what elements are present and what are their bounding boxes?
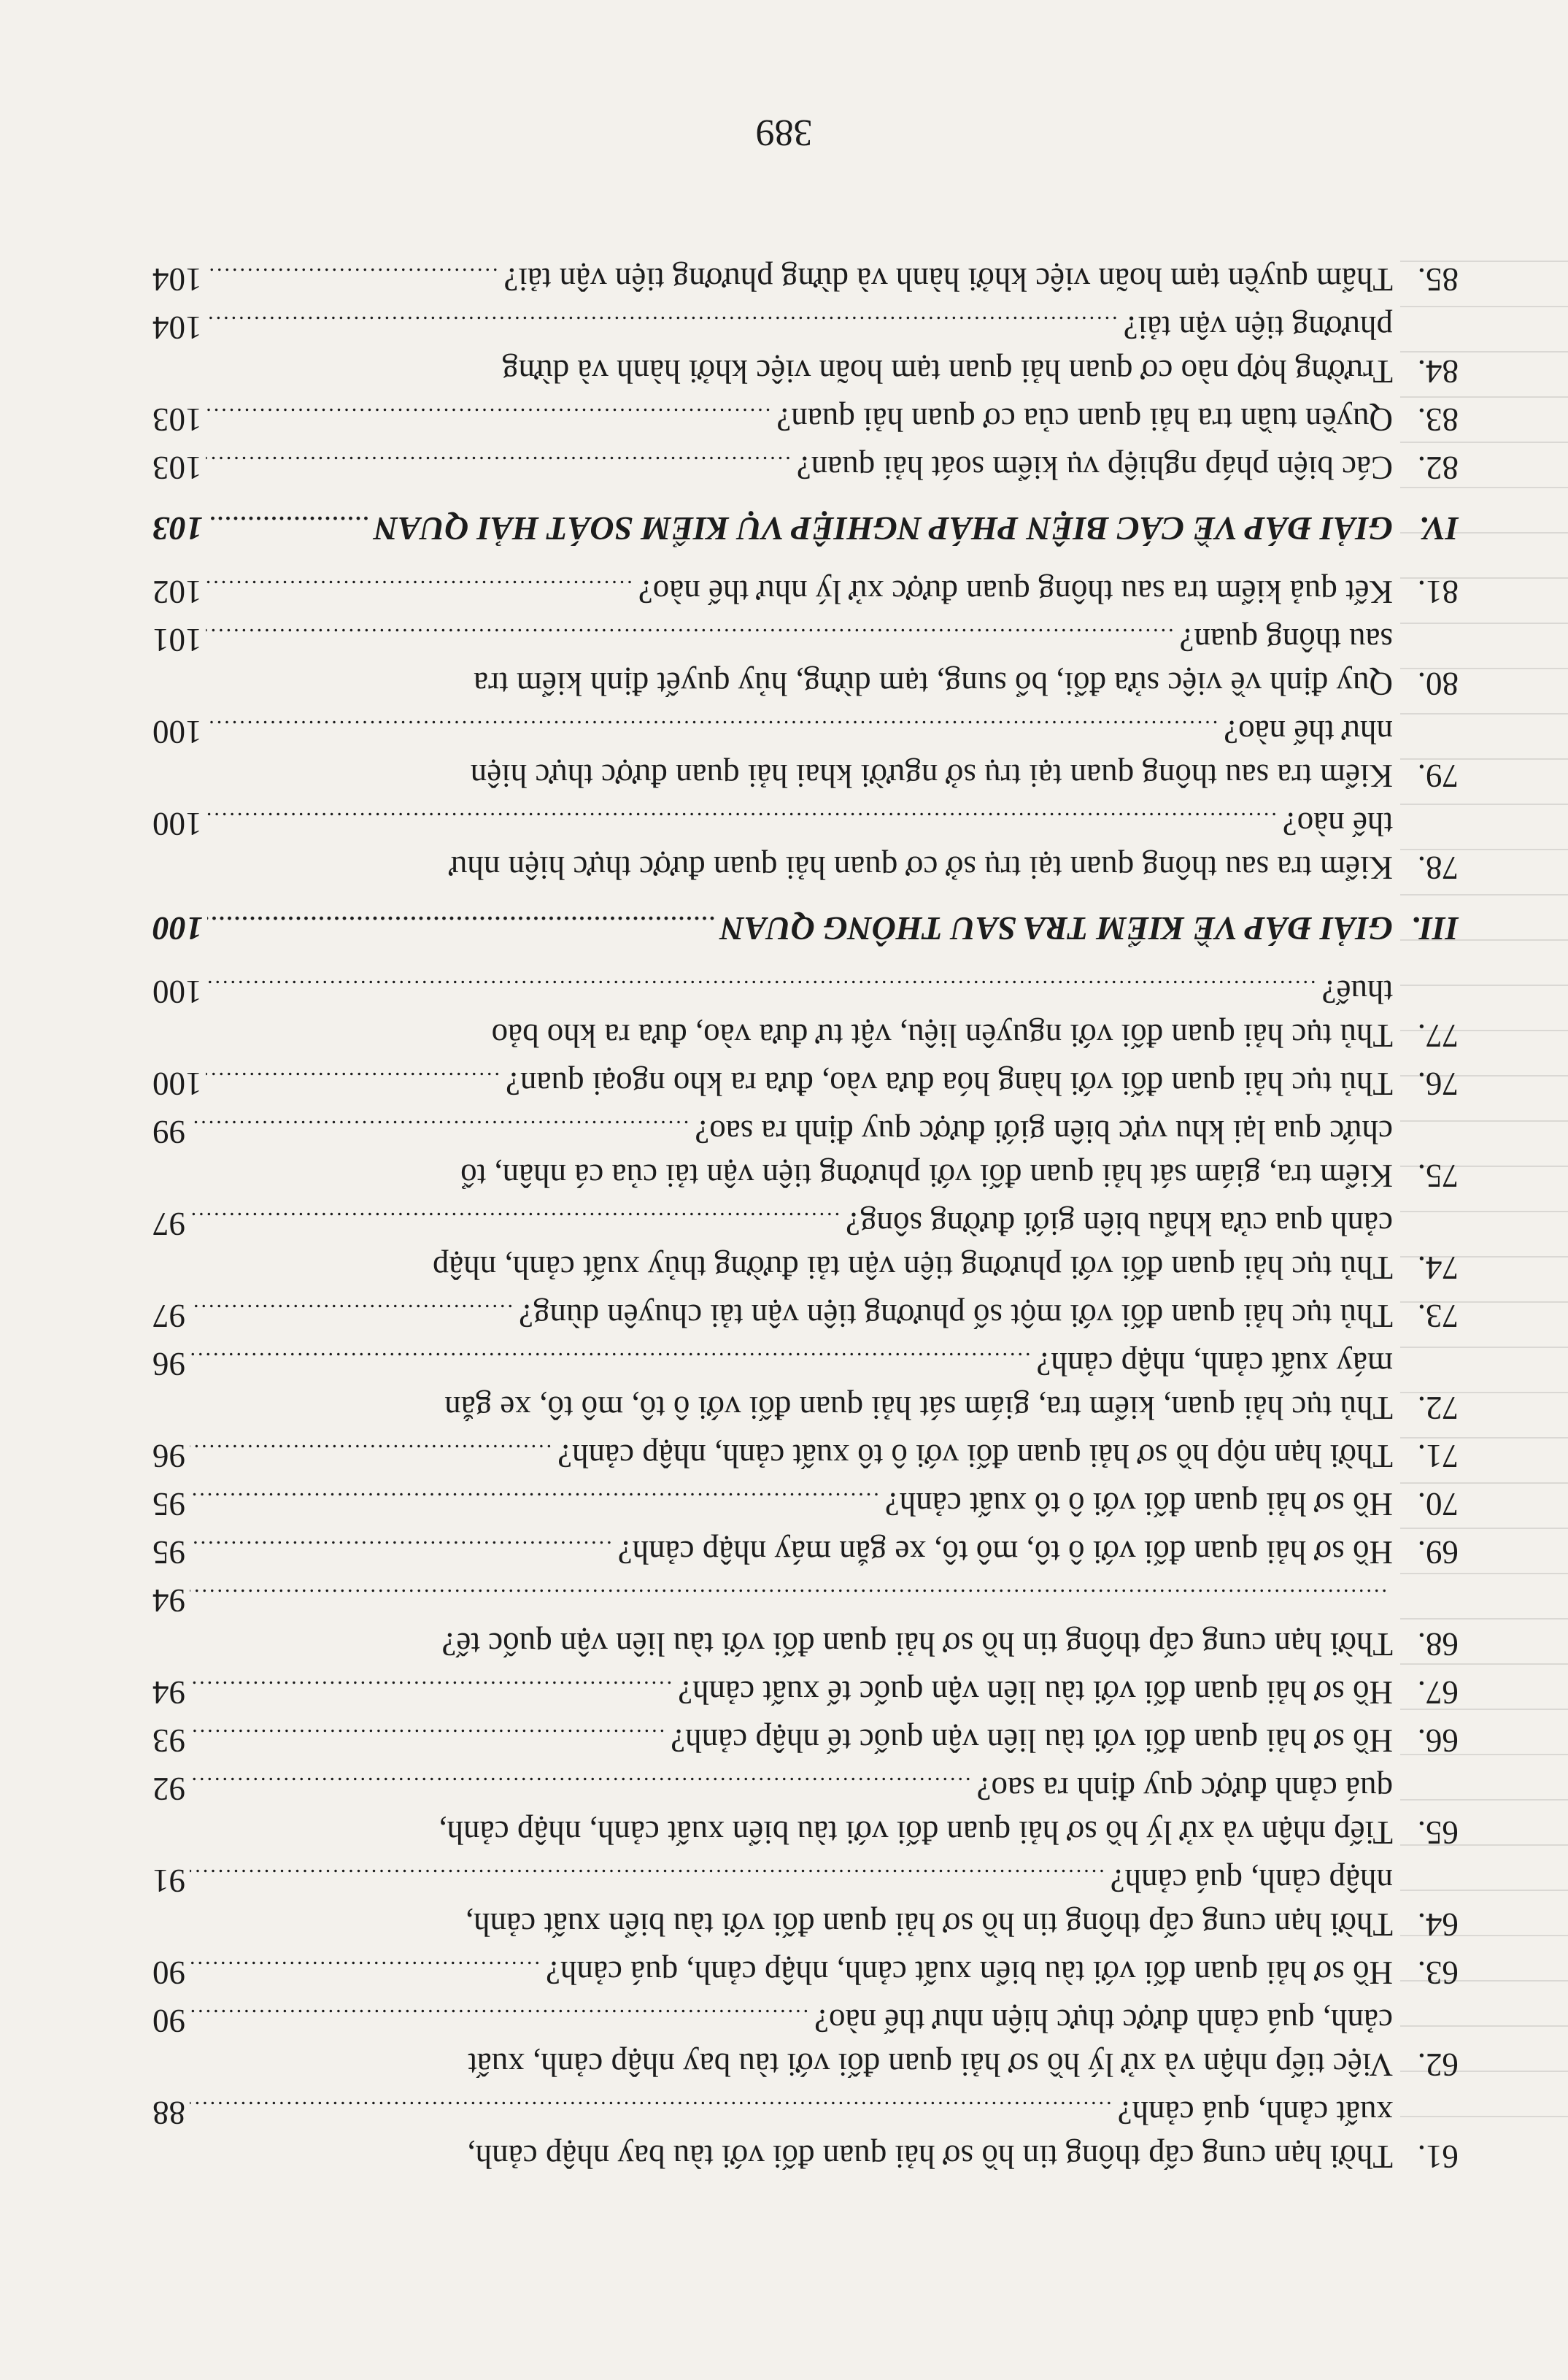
dot-leader xyxy=(190,1589,1387,1603)
entry-text: Tiếp nhận và xử lý hồ sơ hải quan đối với tàu biển xuất cảnh, nhập cảnh, xyxy=(439,1814,1393,1851)
toc-entry-line xyxy=(152,1530,1459,1574)
entry-number: 82. xyxy=(1417,450,1459,486)
dot-leader xyxy=(190,1444,552,1459)
toc-entry-line xyxy=(152,570,1459,614)
entry-page-number: 103 xyxy=(152,401,202,438)
entry-page-number: 95 xyxy=(152,1534,185,1571)
entry-text: Thủ tục hải quan, kiểm tra, giám sát hải quan đối với ô tô, mô tô, xe gắn xyxy=(444,1390,1393,1426)
entry-page-number: 91 xyxy=(152,1863,185,1899)
entry-text: thuế? xyxy=(1321,974,1393,1010)
entry-text: Quy định về việc sửa đổi, bổ sung, tạm dừng, hủy quyết định kiểm tra xyxy=(474,666,1393,702)
entry-number: 73. xyxy=(1417,1298,1459,1334)
entry-text: Thủ tục hải quan đối với nguyên liệu, vật tư đưa vào, đưa ra kho bảo xyxy=(491,1017,1393,1054)
section-page-number: 103 xyxy=(152,510,203,547)
toc-entry-line xyxy=(152,350,1459,393)
entry-page-number: 103 xyxy=(152,450,202,486)
entry-number: 85. xyxy=(1417,261,1459,298)
entry-text: Hồ sơ hải quan đối với ô tô xuất cảnh? xyxy=(884,1486,1393,1522)
entry-page-number: 94 xyxy=(152,1674,185,1711)
dot-leader xyxy=(190,2009,808,2024)
entry-text: Hồ sơ hải quan đối với tàu liên vận quốc tế xuất cảnh? xyxy=(678,1674,1393,1711)
entry-number: 69. xyxy=(1417,1534,1459,1571)
dot-leader xyxy=(190,1869,1105,1884)
dot-leader xyxy=(190,1541,612,1555)
entry-text: cảnh qua cửa khẩu biên giới đường sông? xyxy=(846,1206,1393,1242)
entry-page-number: 99 xyxy=(152,1114,185,1150)
entry-page-number: 95 xyxy=(152,1486,185,1522)
entry-number: 66. xyxy=(1417,1722,1459,1759)
dot-leader xyxy=(190,1961,540,1976)
entry-number: 74. xyxy=(1417,1249,1459,1286)
toc-entry-line xyxy=(152,1951,1459,1995)
toc-entry-line xyxy=(152,1062,1459,1106)
toc-entry-line xyxy=(152,1342,1459,1386)
entry-text: Thủ tục hải quan đối với một số phương tiện vận tải chuyên dùng? xyxy=(518,1298,1393,1334)
entry-number: 61. xyxy=(1417,2138,1459,2175)
entry-page-number: 100 xyxy=(152,714,202,750)
entry-page-number: 100 xyxy=(152,974,202,1010)
entry-page-number: 97 xyxy=(152,1206,185,1242)
entry-number: 65. xyxy=(1417,1814,1459,1851)
dot-leader xyxy=(190,2101,1112,2116)
entry-number: 68. xyxy=(1417,1626,1459,1663)
dot-leader xyxy=(206,980,1316,995)
entry-text: nhập cảnh, quá cảnh? xyxy=(1110,1863,1393,1899)
toc-entry-line xyxy=(152,846,1459,890)
toc-entry-line xyxy=(152,1110,1459,1154)
entry-text: chức qua lại khu vực biên giới được quy định ra sao? xyxy=(695,1114,1393,1150)
entry-text: quá cảnh được quy định ra sao? xyxy=(976,1771,1393,1807)
section-title: GIẢI ĐÁP VỀ CÁC BIỆN PHÁP NGHIỆP VỤ KIỂM SOÁT HẢI QUAN xyxy=(374,510,1393,547)
entry-text: Thời hạn nộp hồ sơ hải quan đối với ô tô xuất cảnh, nhập cảnh? xyxy=(557,1438,1393,1474)
entry-number: 62. xyxy=(1417,2046,1459,2083)
entry-text: Thời hạn cung cấp thông tin hồ sơ hải quan đối với tàu biển xuất cảnh, xyxy=(465,1906,1393,1943)
dot-leader xyxy=(190,1729,665,1744)
entry-text: như thế nào? xyxy=(1224,714,1393,750)
toc-entry-line xyxy=(152,1767,1459,1811)
page-number: 389 xyxy=(755,112,813,153)
entry-number: 63. xyxy=(1417,1955,1459,1991)
toc-entry-line xyxy=(152,802,1459,846)
toc-entry-line xyxy=(152,2091,1459,2135)
entry-text: sau thông quan? xyxy=(1179,622,1393,658)
entry-text: Thời hạn cung cấp thông tin hồ sơ hải quan đối với tàu bay nhập cảnh, xyxy=(467,2138,1393,2175)
entry-page-number: 104 xyxy=(152,309,202,346)
entry-page-number: 100 xyxy=(152,1066,202,1102)
entry-text: Trường hợp nào cơ quan hải quan tạm hoãn việc khởi hành và dừng xyxy=(502,353,1393,390)
entry-number: 84. xyxy=(1417,353,1459,390)
dot-leader xyxy=(190,1352,1030,1367)
entry-text: Thủ tục hải quan đối với phương tiện vận tải đường thủy xuất cảnh, nhập xyxy=(432,1249,1393,1286)
entry-text: xuất cảnh, quá cảnh? xyxy=(1117,2095,1393,2131)
toc-entry-line xyxy=(152,1579,1459,1622)
dot-leader xyxy=(190,1304,513,1319)
toc-entry-line xyxy=(152,970,1459,1014)
entry-page-number: 96 xyxy=(152,1438,185,1474)
entry-number: 81. xyxy=(1417,574,1459,610)
entry-page-number: 102 xyxy=(152,574,202,610)
dot-leader xyxy=(207,516,368,531)
entry-page-number: 93 xyxy=(152,1722,185,1759)
dot-leader xyxy=(206,812,1277,827)
entry-number: 78. xyxy=(1417,850,1459,886)
entry-page-number: 97 xyxy=(152,1298,185,1334)
toc-entry-line xyxy=(152,1434,1459,1478)
section-number: III. xyxy=(1410,910,1459,947)
toc-entry-line xyxy=(152,258,1459,301)
entry-text: Kiểm tra sau thông quan tại trụ sở người khai hải quan được thực hiện xyxy=(470,758,1393,794)
entry-page-number: 92 xyxy=(152,1771,185,1807)
entry-page-number: 90 xyxy=(152,1955,185,1991)
toc-entry-line xyxy=(152,2043,1459,2087)
dot-leader xyxy=(190,1212,840,1227)
entry-text: Việc tiếp nhận và xử lý hồ sơ hải quan đối với tàu bay nhập cảnh, xuất xyxy=(468,2046,1393,2083)
toc-entry-line xyxy=(152,1999,1459,2043)
entry-number: 64. xyxy=(1417,1906,1459,1943)
section-heading xyxy=(152,906,1459,951)
toc-entry-line xyxy=(152,446,1459,490)
entry-page-number: 100 xyxy=(152,806,202,842)
entry-page-number: 96 xyxy=(152,1346,185,1382)
dot-leader xyxy=(206,316,1118,331)
entry-number: 70. xyxy=(1417,1486,1459,1522)
entry-text: Thẩm quyền tạm hoãn việc khởi hành và dừng phương tiện vận tải? xyxy=(503,261,1393,298)
dot-leader xyxy=(190,1681,672,1695)
entry-text: Thời hạn cung cấp thông tin hồ sơ hải quan đối với tàu liên vận quốc tế? xyxy=(441,1626,1393,1663)
entry-text: cảnh, quá cảnh được thực hiện như thế nào? xyxy=(814,2003,1393,2039)
dot-leader xyxy=(206,268,498,282)
entry-text: Quyền tuần tra hải quan của cơ quan hải quan? xyxy=(776,401,1393,438)
entry-text: Hồ sơ hải quan đối với tàu liên vận quốc tế nhập cảnh? xyxy=(671,1722,1393,1759)
dot-leader xyxy=(206,720,1219,735)
entry-text: thế nào? xyxy=(1282,806,1393,842)
dot-leader xyxy=(206,580,633,595)
dot-leader xyxy=(206,628,1174,643)
toc-entry-line xyxy=(152,1482,1459,1526)
toc-entry-line xyxy=(152,710,1459,754)
toc-entry-line xyxy=(152,662,1459,706)
entry-number: 79. xyxy=(1417,758,1459,794)
section-page-number: 100 xyxy=(152,910,203,947)
toc-entry-line xyxy=(152,618,1459,662)
entry-text: Các biện pháp nghiệp vụ kiểm soát hải quan? xyxy=(796,450,1393,486)
entry-number: 72. xyxy=(1417,1390,1459,1426)
entry-number: 80. xyxy=(1417,666,1459,702)
toc-entry-line xyxy=(152,1622,1459,1666)
toc-entry-line xyxy=(152,398,1459,442)
entry-number: 75. xyxy=(1417,1158,1459,1194)
dot-leader xyxy=(190,1120,689,1135)
toc-entry-line xyxy=(152,1719,1459,1763)
entry-page-number: 104 xyxy=(152,261,202,298)
toc-entry-line xyxy=(152,1246,1459,1290)
toc-entry-line xyxy=(152,1014,1459,1058)
dot-leader xyxy=(207,916,714,931)
toc-entry-line xyxy=(152,1386,1459,1430)
entry-text: Hồ sơ hải quan đối với tàu biển xuất cảnh, nhập cảnh, quá cảnh? xyxy=(546,1955,1393,1991)
entry-text: Kiểm tra sau thông quan tại trụ sở cơ quan hải quan được thực hiện như xyxy=(449,850,1393,886)
dot-leader xyxy=(190,1493,879,1507)
toc-entry-line xyxy=(152,1154,1459,1198)
entry-page-number: 101 xyxy=(152,622,202,658)
section-number: IV. xyxy=(1418,510,1459,547)
entry-page-number: 94 xyxy=(152,1582,185,1619)
entry-number: 83. xyxy=(1417,401,1459,438)
table-of-contents xyxy=(152,258,1459,2183)
entry-page-number: 88 xyxy=(152,2095,185,2131)
entry-text: phương tiện vận tải? xyxy=(1123,309,1393,346)
section-heading xyxy=(152,506,1459,551)
dot-leader xyxy=(206,1072,501,1087)
entry-number: 77. xyxy=(1417,1017,1459,1054)
toc-entry-line xyxy=(152,306,1459,350)
toc-entry-line xyxy=(152,1294,1459,1338)
dot-leader xyxy=(190,1777,971,1792)
entry-number: 67. xyxy=(1417,1674,1459,1711)
entry-text: máy xuất cảnh, nhập cảnh? xyxy=(1036,1346,1393,1382)
entry-text: Kết quả kiểm tra sau thông quan được xử lý như thế nào? xyxy=(638,574,1393,610)
toc-entry-line xyxy=(152,1811,1459,1855)
toc-entry-line xyxy=(152,1671,1459,1714)
toc-entry-line xyxy=(152,1859,1459,1903)
toc-entry-line xyxy=(152,754,1459,798)
entry-number: 71. xyxy=(1417,1438,1459,1474)
entry-number: 76. xyxy=(1417,1066,1459,1102)
dot-leader xyxy=(206,408,771,423)
entry-page-number: 90 xyxy=(152,2003,185,2039)
toc-entry-line xyxy=(152,1903,1459,1946)
entry-text: Thủ tục hải quan đối với hàng hóa đưa vào, đưa ra kho ngoại quan? xyxy=(506,1066,1393,1102)
entry-text: Hồ sơ hải quan đối với ô tô, mô tô, xe gắn máy nhập cảnh? xyxy=(617,1534,1393,1571)
toc-entry-line xyxy=(152,1202,1459,1246)
section-title: GIẢI ĐÁP VỀ KIỂM TRA SAU THÔNG QUAN xyxy=(719,910,1393,947)
entry-text: Kiểm tra, giám sát hải quan đối với phương tiện vận tải của cá nhân, tổ xyxy=(460,1158,1393,1194)
toc-entry-line xyxy=(152,2135,1459,2179)
dot-leader xyxy=(206,456,791,471)
